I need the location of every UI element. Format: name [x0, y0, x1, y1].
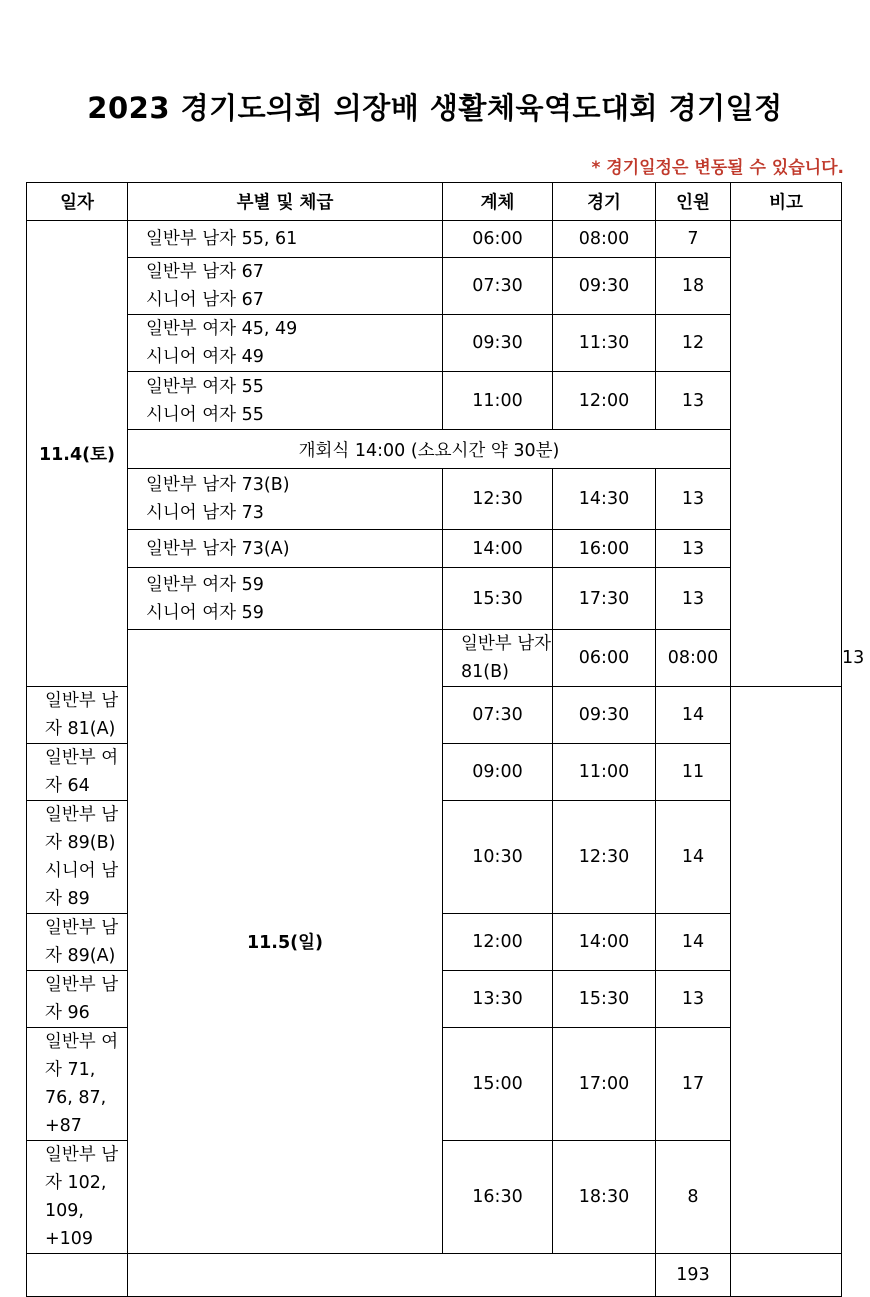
match-cell: 15:30 — [553, 971, 656, 1028]
category-cell: 일반부 여자 45, 49 시니어 여자 49 — [128, 315, 443, 372]
category-cell: 일반부 남자 73(B) 시니어 남자 73 — [128, 469, 443, 530]
weigh-in-cell: 06:00 — [443, 221, 553, 258]
table-row — [27, 469, 842, 530]
match-cell: 18:30 — [553, 1141, 656, 1254]
date-cell: 11.4(토) — [27, 221, 128, 687]
table-row: 11.5(일) 일반부 남자 81(B) 06:00 08:00 13 — [27, 630, 842, 687]
weigh-in-cell: 09:30 — [443, 315, 553, 372]
weigh-in-cell: 12:30 — [443, 469, 553, 530]
header-weigh-in: 계체 — [443, 183, 553, 221]
category-cell: 일반부 남자 81(B) — [443, 630, 553, 687]
count-cell: 13 — [656, 568, 731, 630]
weigh-in-cell: 06:00 — [553, 630, 656, 687]
count-cell: 11 — [656, 744, 731, 801]
count-cell: 13 — [656, 530, 731, 568]
count-cell: 14 — [656, 801, 731, 914]
table-row — [27, 530, 842, 568]
category-cell: 일반부 남자 81(A) — [27, 687, 128, 744]
weigh-in-cell: 13:30 — [443, 971, 553, 1028]
table-row — [27, 258, 842, 315]
count-cell: 18 — [656, 258, 731, 315]
table-row — [27, 372, 842, 430]
match-cell: 08:00 — [553, 221, 656, 258]
category-cell: 일반부 여자 59 시니어 여자 59 — [128, 568, 443, 630]
header-date: 일자 — [27, 183, 128, 221]
match-cell: 16:00 — [553, 530, 656, 568]
category-cell: 일반부 남자 73(A) — [128, 530, 443, 568]
total-empty-cell — [27, 1254, 128, 1297]
match-cell: 11:30 — [553, 315, 656, 372]
total-row — [27, 1254, 842, 1297]
category-cell: 일반부 남자 89(B) 시니어 남자 89 — [27, 801, 128, 914]
weigh-in-cell: 16:30 — [443, 1141, 553, 1254]
match-cell: 08:00 — [656, 630, 731, 687]
count-cell: 13 — [656, 469, 731, 530]
category-cell: 일반부 남자 102, 109, +109 — [27, 1141, 128, 1254]
weigh-in-cell: 11:00 — [443, 372, 553, 430]
match-cell: 17:30 — [553, 568, 656, 630]
category-cell: 일반부 남자 89(A) — [27, 914, 128, 971]
match-cell: 14:30 — [553, 469, 656, 530]
weigh-in-cell: 07:30 — [443, 258, 553, 315]
match-cell: 09:30 — [553, 687, 656, 744]
weigh-in-cell: 09:00 — [443, 744, 553, 801]
category-cell: 일반부 남자 67 시니어 남자 67 — [128, 258, 443, 315]
table-row — [27, 221, 842, 258]
schedule-table — [26, 182, 865, 1297]
count-cell: 13 — [656, 971, 731, 1028]
category-cell: 일반부 여자 55 시니어 여자 55 — [128, 372, 443, 430]
header-count: 인원 — [656, 183, 731, 221]
weigh-in-cell: 12:00 — [443, 914, 553, 971]
match-cell: 17:00 — [553, 1028, 656, 1141]
weigh-in-cell: 15:00 — [443, 1028, 553, 1141]
count-cell: 7 — [656, 221, 731, 258]
count-cell: 17 — [656, 1028, 731, 1141]
weigh-in-cell: 15:30 — [443, 568, 553, 630]
category-cell: 일반부 여자 71, 76, 87, +87 — [27, 1028, 128, 1141]
match-cell: 14:00 — [553, 914, 656, 971]
header-match: 경기 — [553, 183, 656, 221]
total-count-cell: 193 — [656, 1254, 731, 1297]
total-remarks-cell — [731, 1254, 842, 1297]
category-cell: 일반부 남자 96 — [27, 971, 128, 1028]
count-cell: 8 — [656, 1141, 731, 1254]
total-empty-cell — [128, 1254, 656, 1297]
header-category: 부별 및 체급 — [128, 183, 443, 221]
ceremony-cell: 개회식 14:00 (소요시간 약 30분) — [128, 430, 731, 469]
table-row — [27, 315, 842, 372]
count-cell: 12 — [656, 315, 731, 372]
weigh-in-cell: 07:30 — [443, 687, 553, 744]
date-cell: 11.5(일) — [128, 630, 443, 1254]
count-cell: 14 — [656, 914, 731, 971]
count-cell: 14 — [656, 687, 731, 744]
count-cell: 13 — [656, 372, 731, 430]
ceremony-row — [27, 430, 842, 469]
weigh-in-cell: 10:30 — [443, 801, 553, 914]
category-cell: 일반부 여자 64 — [27, 744, 128, 801]
page-title: 2023 경기도의회 의장배 생활체육역도대회 경기일정 — [87, 91, 783, 125]
header-row — [27, 183, 842, 221]
header-remarks: 비고 — [731, 183, 842, 221]
category-cell: 일반부 남자 55, 61 — [128, 221, 443, 258]
match-cell: 12:00 — [553, 372, 656, 430]
weigh-in-cell: 14:00 — [443, 530, 553, 568]
match-cell: 11:00 — [553, 744, 656, 801]
table-row — [27, 568, 842, 630]
remarks-cell — [731, 221, 842, 687]
match-cell: 09:30 — [553, 258, 656, 315]
schedule-change-note: * 경기일정은 변동될 수 있습니다. — [591, 158, 844, 178]
match-cell: 12:30 — [553, 801, 656, 914]
